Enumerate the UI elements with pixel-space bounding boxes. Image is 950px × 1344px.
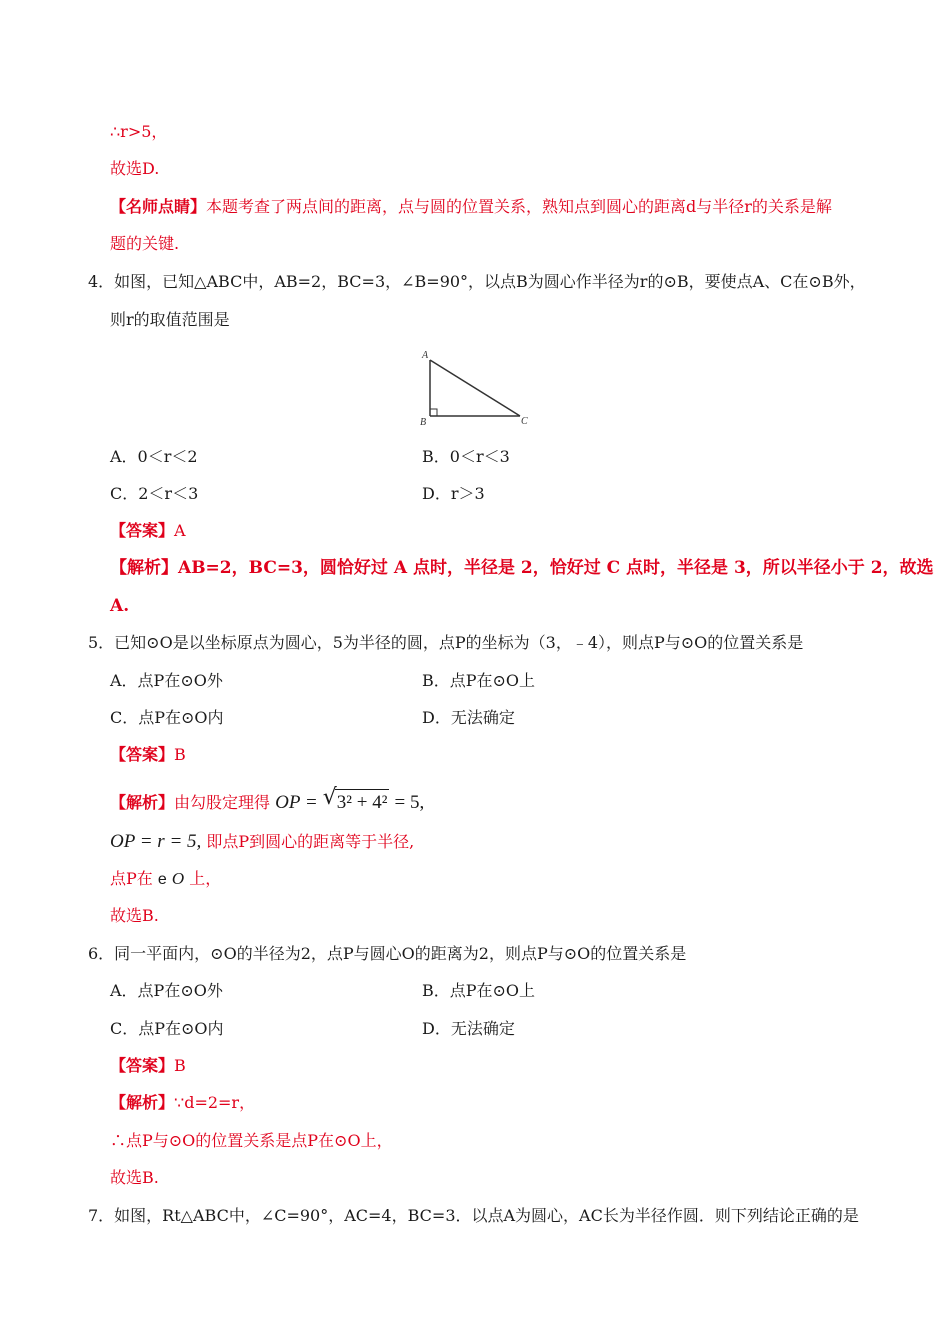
line3-o: O: [171, 869, 185, 888]
q6-option-b[interactable]: B．点P在⊙O上: [422, 981, 536, 1000]
vertex-a-label: A: [422, 350, 429, 361]
line3-a: 点P在: [110, 869, 153, 888]
q5-stem: 5．已知⊙O是以坐标原点为圆心，5为半径的圆，点P的坐标为（3，﹣4），则点P与⊙O的位置关系是: [88, 633, 804, 652]
sqrt-expression: [322, 785, 390, 816]
analysis-text: ∵d=2=r，: [174, 1093, 256, 1112]
analysis-prefix: 由勾股定理得: [174, 793, 271, 812]
prev-conclusion: ∴r>5，: [110, 122, 168, 141]
q4-stem-cont: 则r的取值范围是: [110, 310, 230, 329]
analysis-tag: 【解析】: [110, 793, 175, 812]
answer-value: B: [174, 745, 186, 764]
q5-choice: 故选B.: [110, 906, 159, 925]
sqrt-sign-icon: √: [322, 785, 337, 810]
line3-e: e: [157, 871, 167, 888]
triangle-side-ac: [430, 360, 520, 416]
q5-analysis-line2: [110, 830, 414, 854]
prev-comment-cont: 题的关键.: [110, 234, 180, 253]
comment-tag: 【名师点睛】: [110, 197, 207, 216]
q5-option-d[interactable]: D．无法确定: [422, 708, 515, 727]
q4-answer: [110, 520, 186, 542]
q4-triangle-figure: [416, 346, 536, 430]
eq-rhs: = 5,: [394, 792, 425, 813]
q5-option-c[interactable]: C．点P在⊙O内: [110, 708, 224, 727]
analysis-tag: 【解析】: [110, 558, 178, 578]
q6-analysis: [110, 1092, 255, 1114]
q6-option-c[interactable]: C．点P在⊙O内: [110, 1019, 224, 1038]
prev-comment: [110, 196, 832, 218]
comment-text: 本题考查了两点间的距离，点与圆的位置关系，熟知点到圆心的距离d与半径r的关系是解: [206, 197, 832, 216]
eq2: OP = r = 5,: [110, 831, 202, 852]
q4-analysis: [110, 557, 934, 579]
q4-stem: 4．如图，已知△ABC中，AB=2，BC=3，∠B=90°，以点B为圆心作半径为r的⊙B，要使点A、C在⊙B外，: [88, 272, 866, 291]
q6-option-a[interactable]: A．点P在⊙O外: [110, 981, 223, 1000]
analysis-tag: 【解析】: [110, 1093, 175, 1112]
q6-choice: 故选B.: [110, 1168, 159, 1187]
q6-stem: 6．同一平面内，⊙O的半径为2，点P与圆心O的距离为2，则点P与⊙O的位置关系是: [88, 944, 687, 963]
answer-tag: 【答案】: [110, 1056, 175, 1075]
prev-choice: 故选D.: [110, 159, 160, 178]
answer-tag: 【答案】: [110, 521, 175, 540]
q7-stem: 7．如图，Rt△ABC中，∠C=90°，AC=4，BC=3．以点A为圆心，AC长为半径作圆．则下列结论正确的是: [88, 1206, 859, 1225]
q6-option-d[interactable]: D．无法确定: [422, 1019, 515, 1038]
q5-option-b[interactable]: B．点P在⊙O上: [422, 671, 536, 690]
vertex-b-label: B: [420, 417, 427, 428]
eq-lhs: OP =: [275, 792, 318, 813]
q4-option-a[interactable]: A．0＜r＜2: [110, 447, 198, 466]
q5-analysis-line1: [110, 785, 425, 816]
analysis-text: AB=2，BC=3，圆恰好过 A 点时，半径是 2，恰好过 C 点时，半径是 3，所以半径小于 2，故选: [178, 558, 934, 578]
q6-answer: [110, 1055, 186, 1077]
q6-analysis-line2: ∴点P与⊙O的位置关系是点P在⊙O上，: [110, 1131, 393, 1150]
answer-value: B: [174, 1056, 186, 1075]
eq2-text: 即点P到圆心的距离等于半径,: [206, 832, 415, 851]
q4-option-d[interactable]: D．r＞3: [422, 484, 485, 503]
right-angle-mark: [430, 409, 437, 416]
q4-option-c[interactable]: C．2＜r＜3: [110, 484, 199, 503]
line3-b: 上，: [189, 869, 222, 888]
answer-value: A: [174, 521, 186, 540]
q4-analysis-cont: A.: [110, 596, 130, 616]
q4-option-b[interactable]: B．0＜r＜3: [422, 447, 510, 466]
q5-option-a[interactable]: A．点P在⊙O外: [110, 671, 223, 690]
eq-radicand: 3² + 4²: [335, 789, 390, 816]
vertex-c-label: C: [521, 416, 528, 427]
q5-analysis-line3: [110, 868, 221, 891]
q5-answer: [110, 744, 186, 766]
answer-tag: 【答案】: [110, 745, 175, 764]
